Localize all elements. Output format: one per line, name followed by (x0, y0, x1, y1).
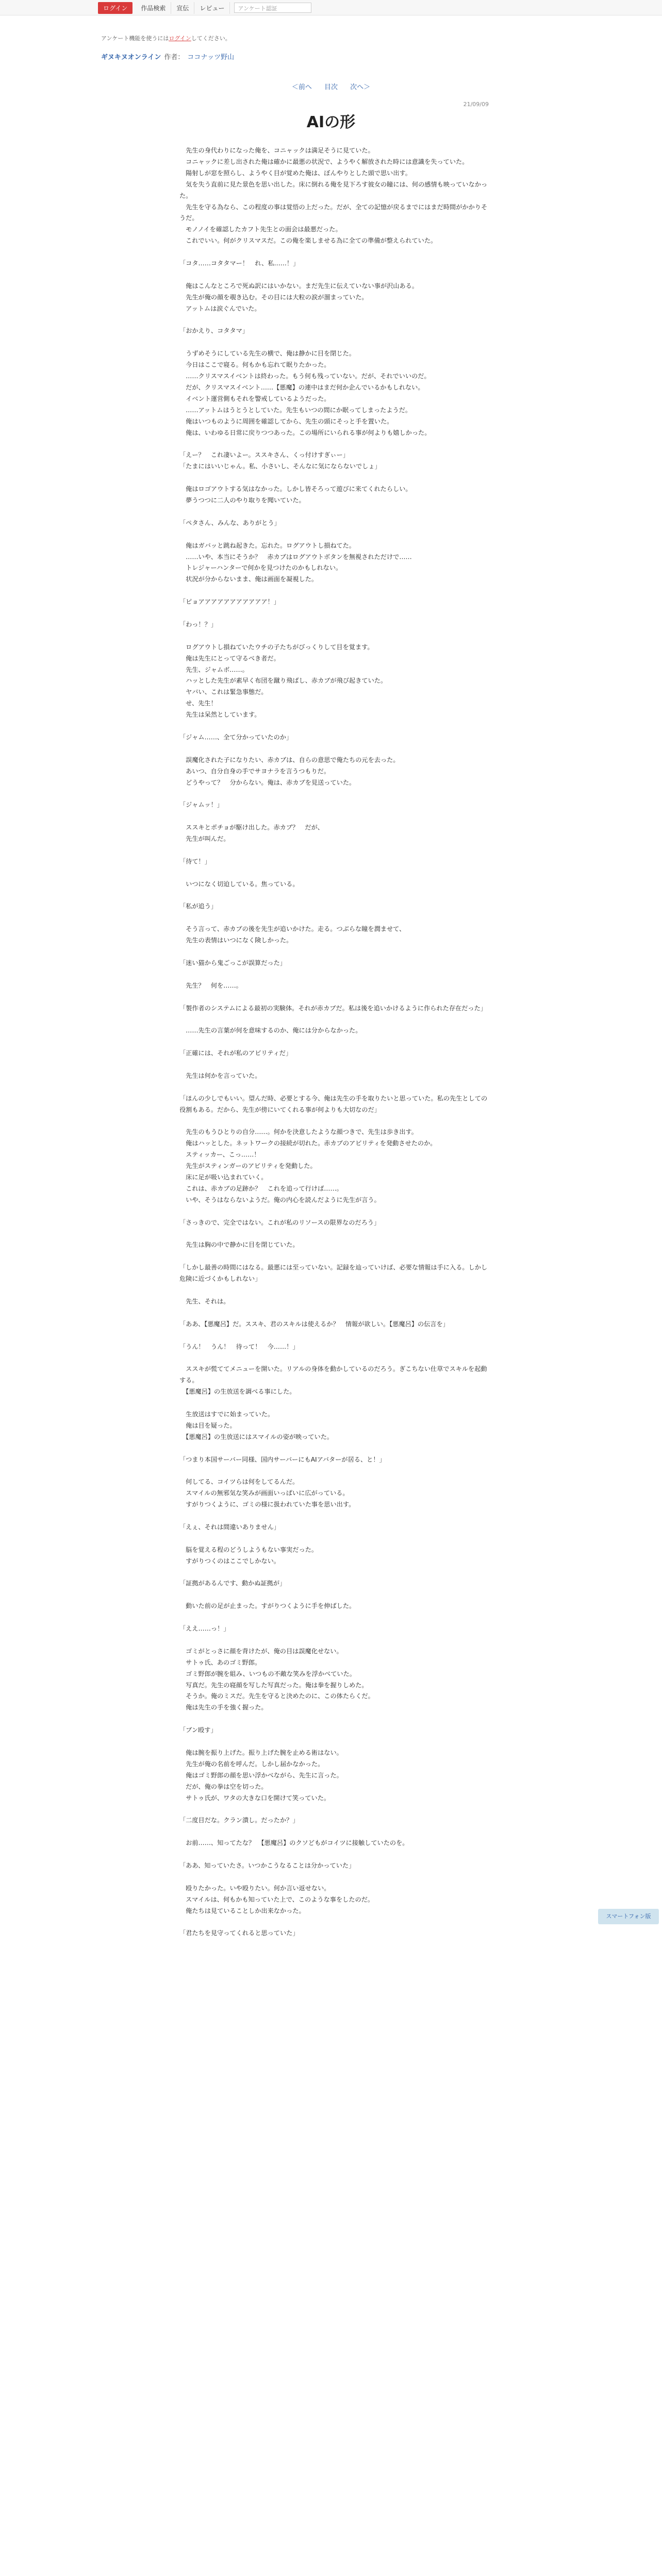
body-paragraph: せ、先生！ (179, 700, 217, 707)
body-paragraph: 先生が俺の顔を覗き込む。その目には大粒の涙が溜まっていた。 (179, 293, 368, 301)
body-paragraph: 気を失う直前に見た景色を思い出した。床に倒れる俺を見下ろす彼女の瞳には、何の感情も映っていなかった。 (179, 180, 488, 199)
body-paragraph: 誤魔化された子になりたい、赤カブは、自らの意思で俺たちの元を去った。 (179, 756, 400, 764)
next-chapter-link[interactable]: 次へ＞ (350, 83, 371, 91)
chapter-title: AIの形 (306, 113, 356, 131)
nav-item-reviews[interactable]: レビュー (194, 2, 230, 14)
body-paragraph: 動いた前の足が止まった。すがりつくように手を伸ばした。 (179, 1602, 356, 1610)
body-paragraph (179, 1533, 489, 1545)
body-paragraph (179, 1014, 489, 1025)
body-paragraph (179, 1826, 489, 1838)
body-paragraph: 殴りたかった。いや殴りたい。何か言い返せない。 (179, 1884, 330, 1892)
body-paragraph (179, 1037, 489, 1048)
body-paragraph: 俺は、いわゆる日常に戻りつつあった。この場所にいられる事が何よりも嬉しかった。 (179, 429, 431, 436)
body-paragraph (179, 1589, 489, 1601)
body-paragraph: 「ああ、知っていたさ。いつかこうなることは分かっていた」 (179, 1862, 355, 1869)
body-paragraph (179, 506, 489, 518)
body-paragraph: 先生が俺の名前を呼んだ。しかし届かなかった。 (179, 1760, 324, 1768)
login-notice (101, 34, 231, 42)
body-paragraph: 「えー？ これ凄いよー。ススキさん、くっ付けすぎぃー」 (179, 451, 350, 459)
body-paragraph (179, 1116, 489, 1127)
breadcrumb (101, 52, 234, 61)
body-paragraph: 先生、ジャムボ……。 (179, 666, 249, 673)
body-paragraph: 「ああ、【悪魔呂】だ。ススキ、君のスキルは使えるか？ 情報が欲しい。【悪魔呂】の伝言を」 (179, 1320, 449, 1328)
body-paragraph: 「証拠があるんです、動かぬ証拠が」 (179, 1580, 286, 1587)
body-paragraph: 陽射しが窓を照らし、ようやく目が覚めた俺は、ぼんやりとした頭で思い出す。 (179, 169, 411, 177)
body-paragraph (179, 1736, 489, 1748)
body-paragraph: あいつ、自分自身の手でサヨナラを言うつもりだ。 (179, 767, 330, 775)
body-paragraph (179, 1352, 489, 1364)
body-paragraph: ハッとした先生が素早く布団を蹴り飛ばし、赤カブが飛び起きていた。 (179, 677, 387, 685)
body-paragraph (179, 1465, 489, 1477)
body-paragraph: 「ピョアアアアアアアアアアア！」 (179, 598, 280, 606)
body-paragraph: 「さっきので、完全ではない。これが私のリソースの限界なのだろう」 (179, 1218, 380, 1226)
body-paragraph (179, 472, 489, 484)
body-paragraph: だが、俺の拳は空を切った。 (179, 1783, 268, 1790)
body-paragraph: 「ジャムッ！」 (179, 801, 223, 809)
body-paragraph: だが、クリスマスイベント……【悪魔】の連中はまだ何か企んでいるかもしれない。 (179, 383, 424, 391)
body-paragraph: 「二度目だな。クラン潰し。だったか？」 (179, 1817, 299, 1824)
body-paragraph: トレジャーハンターで何かを見つけたのかもしれない。 (179, 564, 342, 572)
body-paragraph: 何してる、コイツらは何をしてるんだ。 (179, 1478, 299, 1486)
body-paragraph: 「ほんの少しでもいい。望んだ時、必要とする今、俺は先生の手を取りたいと思っていた。私の先生としての役割もある。だから、先生が傍にいてくれる事が何よりも大切なのだ」 (179, 1094, 488, 1113)
top-navigation-bar (0, 0, 662, 15)
body-paragraph (179, 1443, 489, 1454)
body-paragraph: 夢うつつに二人のやり取りを聞いていた。 (179, 497, 305, 504)
body-paragraph: いや、そうはならないようだ。俺の内心を読んだように先生が言う。 (179, 1196, 380, 1204)
body-paragraph: 俺は腕を振り上げた。振り上げた腕を止める術はない。 (179, 1749, 343, 1756)
body-paragraph (179, 1917, 489, 1928)
smartphone-version-button[interactable]: スマートフォン版 (598, 1909, 659, 1924)
body-paragraph: うずめそうにしている先生の横で、俺は静かに目を閉じた。 (179, 350, 356, 358)
body-paragraph: お前……、知ってたな？ 【悪魔呂】のクソどもがコイツに接触していたのを。 (179, 1839, 409, 1847)
body-paragraph (179, 1398, 489, 1409)
body-paragraph: 俺はロゴアウトする気はなかった。しかし皆そろって遊びに来てくれたらしい。 (179, 485, 412, 493)
body-paragraph (179, 1714, 489, 1725)
body-paragraph: すがりつくように、ゴミの様に扱われていた事を思い出す。 (179, 1501, 355, 1509)
body-paragraph: 「しかし最善の時間にはなる。最悪には至っていない。記録を辿っていけば、必要な情報は手に入る。しかし危険に近づくかもしれない」 (179, 1264, 488, 1283)
body-paragraph: 俺はゴミ野郎の顔を思い浮かべながら、先生に言った。 (179, 1771, 343, 1779)
body-paragraph (179, 1059, 489, 1071)
body-paragraph (179, 1251, 489, 1262)
body-paragraph (179, 743, 489, 755)
body-paragraph: これでいい。何がクリスマスだ。この俺を楽しませる為に全ての準備が整えられていた。 (179, 237, 437, 245)
body-paragraph: ゴミがとっさに顔を背けたが、俺の目は誤魔化せない。 (179, 1647, 343, 1655)
body-paragraph (179, 868, 489, 879)
body-paragraph (179, 1285, 489, 1296)
body-paragraph: ヤバい、これは緊急事態だ。 (179, 688, 268, 696)
search-input[interactable]: アンケート認証 (234, 3, 311, 13)
body-paragraph: 【悪魔呂】の生放送を調べる事にした。 (179, 1388, 296, 1396)
body-paragraph: ログアウトし損ねていたウチの子たちがびっくりして目を覚ます。 (179, 643, 374, 651)
body-paragraph: イベント運営側もそれを警戒しているようだった。 (179, 395, 330, 402)
body-paragraph: 「正確には、それが私のアビリティだ」 (179, 1049, 292, 1057)
body-paragraph (179, 1229, 489, 1240)
body-paragraph (179, 946, 489, 958)
body-paragraph: 俺はこんなところで死ぬ訳にはいかない。まだ先生に伝えていない事が沢山ある。 (179, 282, 419, 290)
body-paragraph: 先生、それは。 (179, 1297, 230, 1305)
body-paragraph (179, 315, 489, 326)
body-paragraph: サトゥ氏が、ワタの大きな口を開けて笑っていた。 (179, 1794, 330, 1802)
body-paragraph (179, 631, 489, 642)
body-paragraph: 「うん！ うん！ 待って！ 今……！」 (179, 1343, 299, 1350)
top-navigation-items (98, 2, 311, 13)
body-paragraph: これは、赤カブの足跡か？ これを追って行けば……。 (179, 1184, 343, 1192)
body-paragraph (179, 1308, 489, 1319)
body-paragraph: ……先生の言葉が何を意味するのか、俺には分からなかった。 (179, 1027, 362, 1035)
body-paragraph: 先生がスティンガーのアビリティを発動した。 (179, 1162, 317, 1170)
series-title-link[interactable]: ギヌキヌオンライン (101, 54, 161, 61)
body-paragraph: 「君たちを見守ってくれると思っていた」 (179, 1929, 299, 1937)
body-paragraph: 「つまり本国サーバー同様、国内サーバーにもAIアバターが居る、と！」 (179, 1455, 386, 1463)
body-paragraph: 【悪魔呂】の生放送にはスマイルの姿が映っていた。 (179, 1433, 334, 1440)
prev-chapter-link[interactable]: ＜前へ (291, 83, 312, 91)
body-paragraph: サトゥ氏、あのゴミ野郎。 (179, 1658, 261, 1666)
body-paragraph: 「コタ……コタタマー！ れ、私……！」 (179, 260, 300, 267)
body-paragraph (179, 1511, 489, 1522)
body-paragraph: 先生が叫んだ。 (179, 835, 230, 843)
body-paragraph: 「製作者のシステムによる最初の実験体。それが赤カブだ。私は後を追いかけるように作られた存在だった」 (179, 1004, 487, 1012)
body-paragraph (179, 337, 489, 348)
body-paragraph (179, 439, 489, 450)
body-paragraph: どうやって？ 分からない。俺は、赤カブを見送っていた。 (179, 778, 356, 786)
notice-prefix: アンケート機能を使うには (101, 35, 169, 42)
body-paragraph: 写真だ。先生の寝顔を写した写真だった。俺は拳を握りしめた。 (179, 1681, 368, 1689)
chapter-body (179, 145, 489, 1939)
body-paragraph: 「ええ……っ！」 (179, 1625, 230, 1633)
body-paragraph: 俺はいつものように周囲を確認してから、先生の頭にそっと手を置いた。 (179, 417, 393, 425)
notice-suffix: してください。 (191, 35, 231, 42)
body-paragraph: 今日はここで寝る。何もかも忘れて眠りたかった。 (179, 361, 330, 369)
chapter-pager (0, 81, 662, 91)
body-paragraph (179, 721, 489, 732)
body-paragraph: 床に足が吸い込まれていく。 (179, 1174, 268, 1181)
body-paragraph: 「待て！」 (179, 857, 211, 865)
body-paragraph: 「おかえり、コタタマ」 (179, 327, 249, 335)
body-paragraph (179, 529, 489, 540)
login-button[interactable]: ログイン (98, 2, 133, 14)
body-paragraph (179, 1635, 489, 1646)
body-paragraph: 俺は先生の手を強く握った。 (179, 1704, 268, 1711)
nav-item-search-works[interactable]: 作品検索 (136, 2, 171, 14)
body-paragraph: 「わっ！？」 (179, 620, 218, 628)
body-paragraph (179, 1567, 489, 1579)
body-paragraph: 俺はガバッと跳ね起きた。忘れた。ログアウトし損ねてた。 (179, 541, 355, 549)
body-paragraph: 「私が追う」 (179, 903, 218, 910)
body-paragraph (179, 788, 489, 800)
body-paragraph: ススキとポチョが駆け出した。赤カブ？ だが、 (179, 824, 324, 832)
chapter-date: 21/09/09 (463, 101, 489, 108)
body-paragraph: 俺はハッとした。ネットワークの接続が切れた。赤カブのアビリティを発動させたのか。 (179, 1140, 437, 1147)
body-paragraph: 俺は先生にとって守るべき者だ。 (179, 654, 280, 662)
body-paragraph: 先生は何かを言っていた。 (179, 1072, 261, 1079)
body-paragraph: そう言って、赤カブの後を先生が追いかけた。走る。つぶらな瞳を潤ませて、 (179, 925, 406, 933)
body-paragraph (179, 1330, 489, 1342)
body-paragraph (179, 992, 489, 1003)
body-paragraph: スティッカー、こっ……！ (179, 1151, 260, 1159)
body-paragraph: ……アットムはうとうとしていた。先生もいつの間にか眠ってしまったようだ。 (179, 406, 412, 414)
body-paragraph: 「ジャム……、全て分かっていたのか」 (179, 733, 293, 741)
nav-item-promotion[interactable]: 宣伝 (171, 2, 194, 14)
body-paragraph: 俺たちは見ていることしか出来なかった。 (179, 1907, 305, 1914)
body-paragraph (179, 1612, 489, 1623)
body-paragraph: 先生の表情はいつになく険しかった。 (179, 937, 293, 944)
body-paragraph: 「ペタさん、みんな、ありがとう」 (179, 519, 280, 527)
body-paragraph (179, 247, 489, 258)
body-paragraph (179, 1206, 489, 1217)
body-paragraph: ゴミ野郎が腕を組み、いつもの不敵な笑みを浮かべていた。 (179, 1670, 356, 1677)
body-paragraph (179, 1872, 489, 1883)
login-link[interactable]: ログイン (169, 35, 191, 42)
body-paragraph: ……クリスマスイベントは終わった。もう何も残っていない。だが、それでいいのだ。 (179, 372, 431, 380)
body-paragraph: 先生？ 何を……。 (179, 981, 242, 989)
body-paragraph (179, 608, 489, 619)
body-paragraph (179, 969, 489, 980)
body-paragraph (179, 912, 489, 924)
body-paragraph: ススキが慌ててメニューを開いた。リアルの身体を動かしているのだろう。ぎこちない仕草でスキルを起動する。 (179, 1365, 487, 1384)
body-paragraph: スマイルは、何もかも知っていた上で、このような事をしたのだ。 (179, 1895, 374, 1903)
body-paragraph: 「たまにはいいじゃん。私、小さいし、そんなに気にならないでしょ」 (179, 463, 381, 470)
author-name-link[interactable]: ココナッツ野山 (187, 54, 235, 61)
body-paragraph (179, 269, 489, 281)
body-paragraph: そうか。俺のミスだ。先生を守ると決めたのに、この体たらくだ。 (179, 1692, 374, 1700)
body-paragraph: ……いや、本当にそうか？ 赤カブはログアウトボタンを無視されただけで…… (179, 553, 412, 561)
body-paragraph: 先生のもうひとりの自分……。何かを決意したような顔つきで、先生は歩き出す。 (179, 1128, 418, 1136)
body-paragraph (179, 890, 489, 902)
body-paragraph (179, 811, 489, 822)
body-paragraph: 先生の身代わりになった俺を、コニャックは満足そうに見ていた。 (179, 147, 374, 154)
body-paragraph: 「迷い猫から鬼ごっこが誤算だった」 (179, 959, 286, 967)
body-paragraph: 先生は呆然としています。 (179, 711, 261, 719)
body-paragraph: 生放送はすでに始まっていた。 (179, 1410, 274, 1418)
body-paragraph: 脳を覚える程のどうしようもない事実だった。 (179, 1546, 318, 1553)
body-paragraph: スマイルの無邪気な笑みが画面いっぱいに広がっている。 (179, 1489, 349, 1497)
body-paragraph (179, 1804, 489, 1816)
body-paragraph: 状況が分からないまま、俺は画面を凝視した。 (179, 575, 318, 583)
body-paragraph (179, 1849, 489, 1860)
body-paragraph: コニャックに差し出された俺は確かに最悪の状況で、ようやく解放された時には意識を失っていた。 (179, 158, 469, 165)
body-paragraph: 「えぇ、それは間違いありません」 (179, 1523, 280, 1531)
body-paragraph: アットムは涙ぐんでいた。 (179, 304, 261, 312)
body-paragraph: モノノイを確認したカフト先生との面会は最悪だった。 (179, 226, 342, 233)
body-paragraph (179, 845, 489, 856)
body-paragraph (179, 585, 489, 597)
author-label: 作者： (164, 54, 185, 61)
body-paragraph: いつになく切迫している。焦っている。 (179, 880, 299, 888)
table-of-contents-link[interactable]: 目次 (324, 83, 338, 91)
body-paragraph: 「ブン殴す」 (179, 1726, 217, 1734)
body-paragraph: 先生を守る為なら、この程度の事は覚悟の上だった。だが、全ての記憶が戻るまでにはまだ時間がかかりそうだ。 (179, 203, 488, 222)
body-paragraph: 先生は胸の中で静かに目を閉じていた。 (179, 1241, 299, 1249)
body-paragraph: 俺は目を疑った。 (179, 1421, 236, 1429)
body-paragraph (179, 1082, 489, 1093)
body-paragraph: すがりつくのはここでしかない。 (179, 1557, 280, 1565)
